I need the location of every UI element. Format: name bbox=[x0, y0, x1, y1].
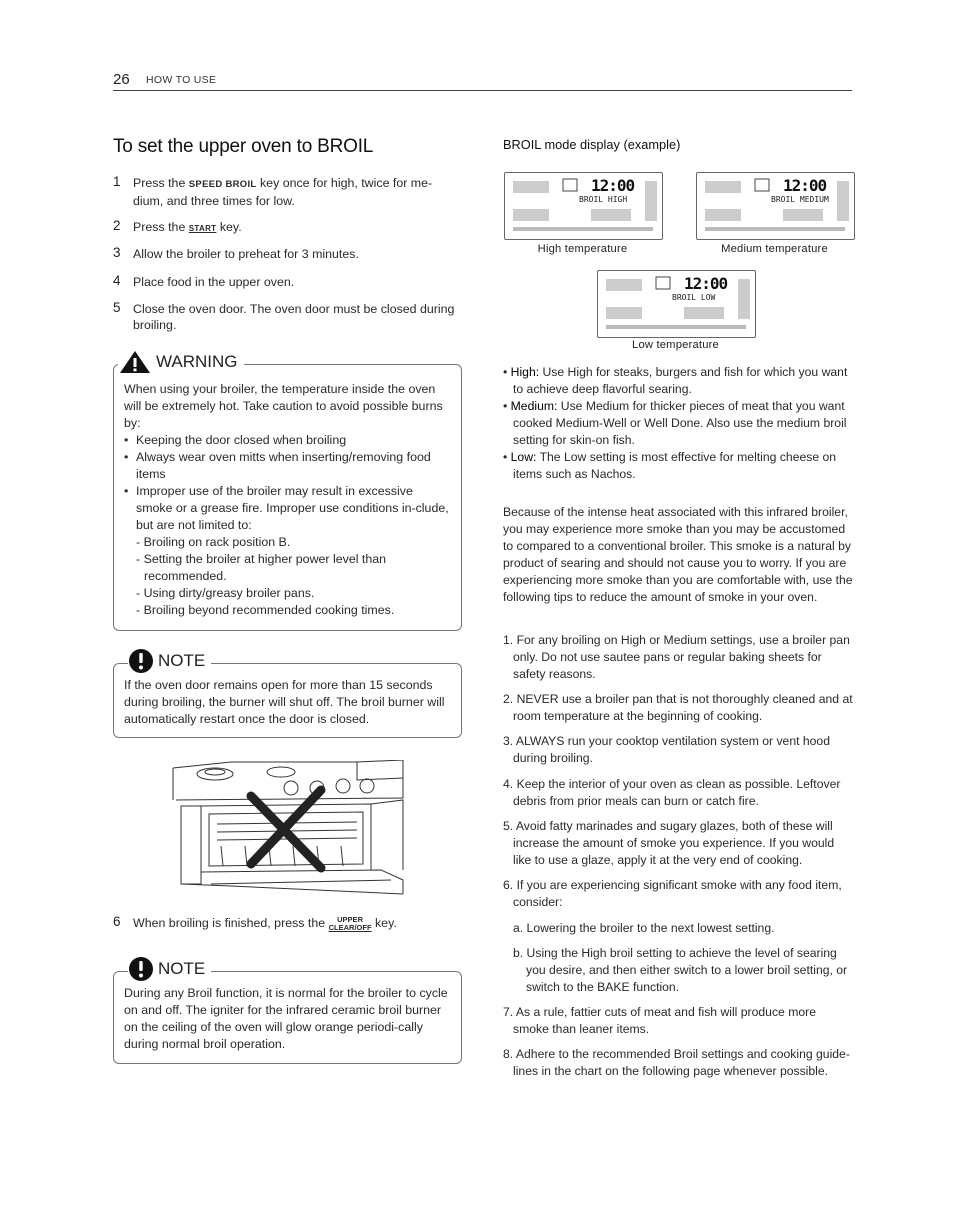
step-4: 4 Place food in the upper oven. bbox=[113, 273, 295, 289]
note-label: NOTE bbox=[158, 651, 206, 670]
warning-label: WARNING bbox=[156, 352, 238, 371]
note-icon bbox=[128, 956, 154, 982]
display-caption: Medium temperature bbox=[721, 243, 828, 255]
note-label: NOTE bbox=[158, 959, 206, 978]
tip-2: 2. NEVER use a broiler pan that is not thoroughly cleaned and at room temperature at the beginning of cooking. bbox=[503, 692, 853, 723]
list-item: - Broiling beyond recommended cooking times. bbox=[136, 603, 395, 617]
display-time: 12:00 bbox=[591, 176, 635, 195]
display-time: 12:00 bbox=[684, 274, 728, 293]
setting-low: • Low: The Low setting is most effective for melting cheese on items such as Nachos. bbox=[503, 450, 837, 481]
setting-high: • High: Use High for steaks, burgers and fish for which you want to achieve deep flavorful searing. bbox=[503, 365, 848, 396]
speed-broil-key: SPEED BROIL bbox=[188, 179, 257, 190]
step-1: 1 Press the SPEED BROIL key once for high, twice for me-dium, and three times for low. bbox=[113, 174, 433, 208]
tip-3: 3. ALWAYS run your cooktop ventilation system or vent hood during broiling. bbox=[503, 734, 830, 765]
note-text: During any Broil function, it is normal for the broiler to cycle on and off. The igniter for the infrared ceramic broil burner on the ceiling of the oven will glow orange periodi-cally during normal broil operation. bbox=[124, 986, 448, 1051]
section-title: HOW TO USE bbox=[146, 74, 217, 86]
display-caption: Low temperature bbox=[632, 339, 719, 351]
display-medium bbox=[696, 172, 855, 240]
note-text: If the oven door remains open for more than 15 seconds during broiling, the burner will shut off. The broil burner will automatically restart once the door is closed. bbox=[124, 678, 445, 726]
list-item: • Always wear oven mitts when inserting/removing food items bbox=[124, 449, 451, 483]
page-header bbox=[113, 70, 852, 91]
list-item: • Improper use of the broiler may result in excessive smoke or a grease fire. Improper use conditions in-clude, but are not limited to: bbox=[124, 483, 451, 534]
note-icon bbox=[128, 648, 154, 674]
display-mode: BROIL HIGH bbox=[579, 195, 628, 204]
page-number: 26 bbox=[113, 71, 130, 88]
list-item: - Setting the broiler at higher power level than recommended. bbox=[136, 552, 387, 583]
sub-tip-a: a. Lowering the broiler to the next lowest setting. bbox=[513, 921, 775, 935]
display-time: 12:00 bbox=[783, 176, 827, 195]
display-mode: BROIL LOW bbox=[672, 293, 716, 302]
list-item: - Using dirty/greasy broiler pans. bbox=[136, 586, 315, 600]
tip-6: 6. If you are experiencing significant smoke with any food item, consider: bbox=[503, 878, 842, 909]
page-title: To set the upper oven to BROIL bbox=[113, 136, 374, 157]
warning-icon bbox=[118, 349, 152, 375]
smoke-paragraph: Because of the intense heat associated with this infrared broiler, you may experience more smoke than you may be accustomed to compared to a conventional broiler. This smoke is a natural by product of searing and should not cause you to worry. If you are experiencing more smoke than you are comfortable with, use the following tips to reduce the amount of smoke in your oven. bbox=[503, 505, 853, 604]
tip-4: 4. Keep the interior of your oven as clean as possible. Leftover debris from prior meals can burn or catch fire. bbox=[503, 777, 841, 808]
display-high bbox=[504, 172, 663, 240]
warning-box bbox=[113, 352, 462, 631]
display-caption: High temperature bbox=[537, 243, 628, 255]
note-box-1 bbox=[113, 651, 462, 738]
step-3: 3 Allow the broiler to preheat for 3 minutes. bbox=[113, 245, 359, 261]
upper-clear-off-key: UPPER CLEAR/OFF bbox=[328, 914, 372, 932]
tip-1: 1. For any broiling on High or Medium settings, use a broiler pan only. Do not use sautee pans or regular baking sheets for safety reasons. bbox=[503, 633, 850, 681]
tip-8: 8. Adhere to the recommended Broil settings and cooking guide-lines in the chart on the following page whenever possible. bbox=[503, 1047, 850, 1078]
display-low bbox=[597, 270, 756, 338]
step-2: 2 Press the START key. bbox=[113, 218, 242, 234]
warning-list bbox=[124, 432, 451, 534]
display-mode: BROIL MEDIUM bbox=[771, 195, 829, 204]
oven-door-open-illustration bbox=[171, 760, 407, 896]
list-item: • Keeping the door closed when broiling bbox=[124, 432, 451, 449]
step-5: 5 Close the oven door. The oven door must be closed during broiling. bbox=[113, 300, 455, 332]
tip-5: 5. Avoid fatty marinades and sugary glazes, both of these will increase the amount of smoke you experience. If you would like to use a glaze, apply it at the very end of cooking. bbox=[503, 819, 835, 867]
note-box-2 bbox=[113, 959, 462, 1064]
step-6: 6 When broiling is finished, press the UPPER CLEAR/OFF key. bbox=[113, 914, 397, 932]
display-heading: BROIL mode display (example) bbox=[503, 137, 681, 152]
list-item: - Broiling on rack position B. bbox=[136, 535, 291, 549]
setting-medium: • Medium: Use Medium for thicker pieces of meat that you want cooked Medium-Well or Well Done. Also use the medium broil setting for skin-on fish. bbox=[503, 399, 847, 447]
sub-tip-b: b. Using the High broil setting to achieve the level of searing you desire, and then either switch to a lower broil setting, or switch to the BAKE function. bbox=[513, 946, 848, 994]
warning-sublist bbox=[124, 534, 451, 619]
warning-intro: When using your broiler, the temperature inside the oven will be extremely hot. Take caution to avoid possible burns by: bbox=[124, 382, 443, 430]
start-key: START bbox=[188, 224, 217, 233]
tip-7: 7. As a rule, fattier cuts of meat and fish will produce more smoke than leaner items. bbox=[503, 1005, 816, 1036]
